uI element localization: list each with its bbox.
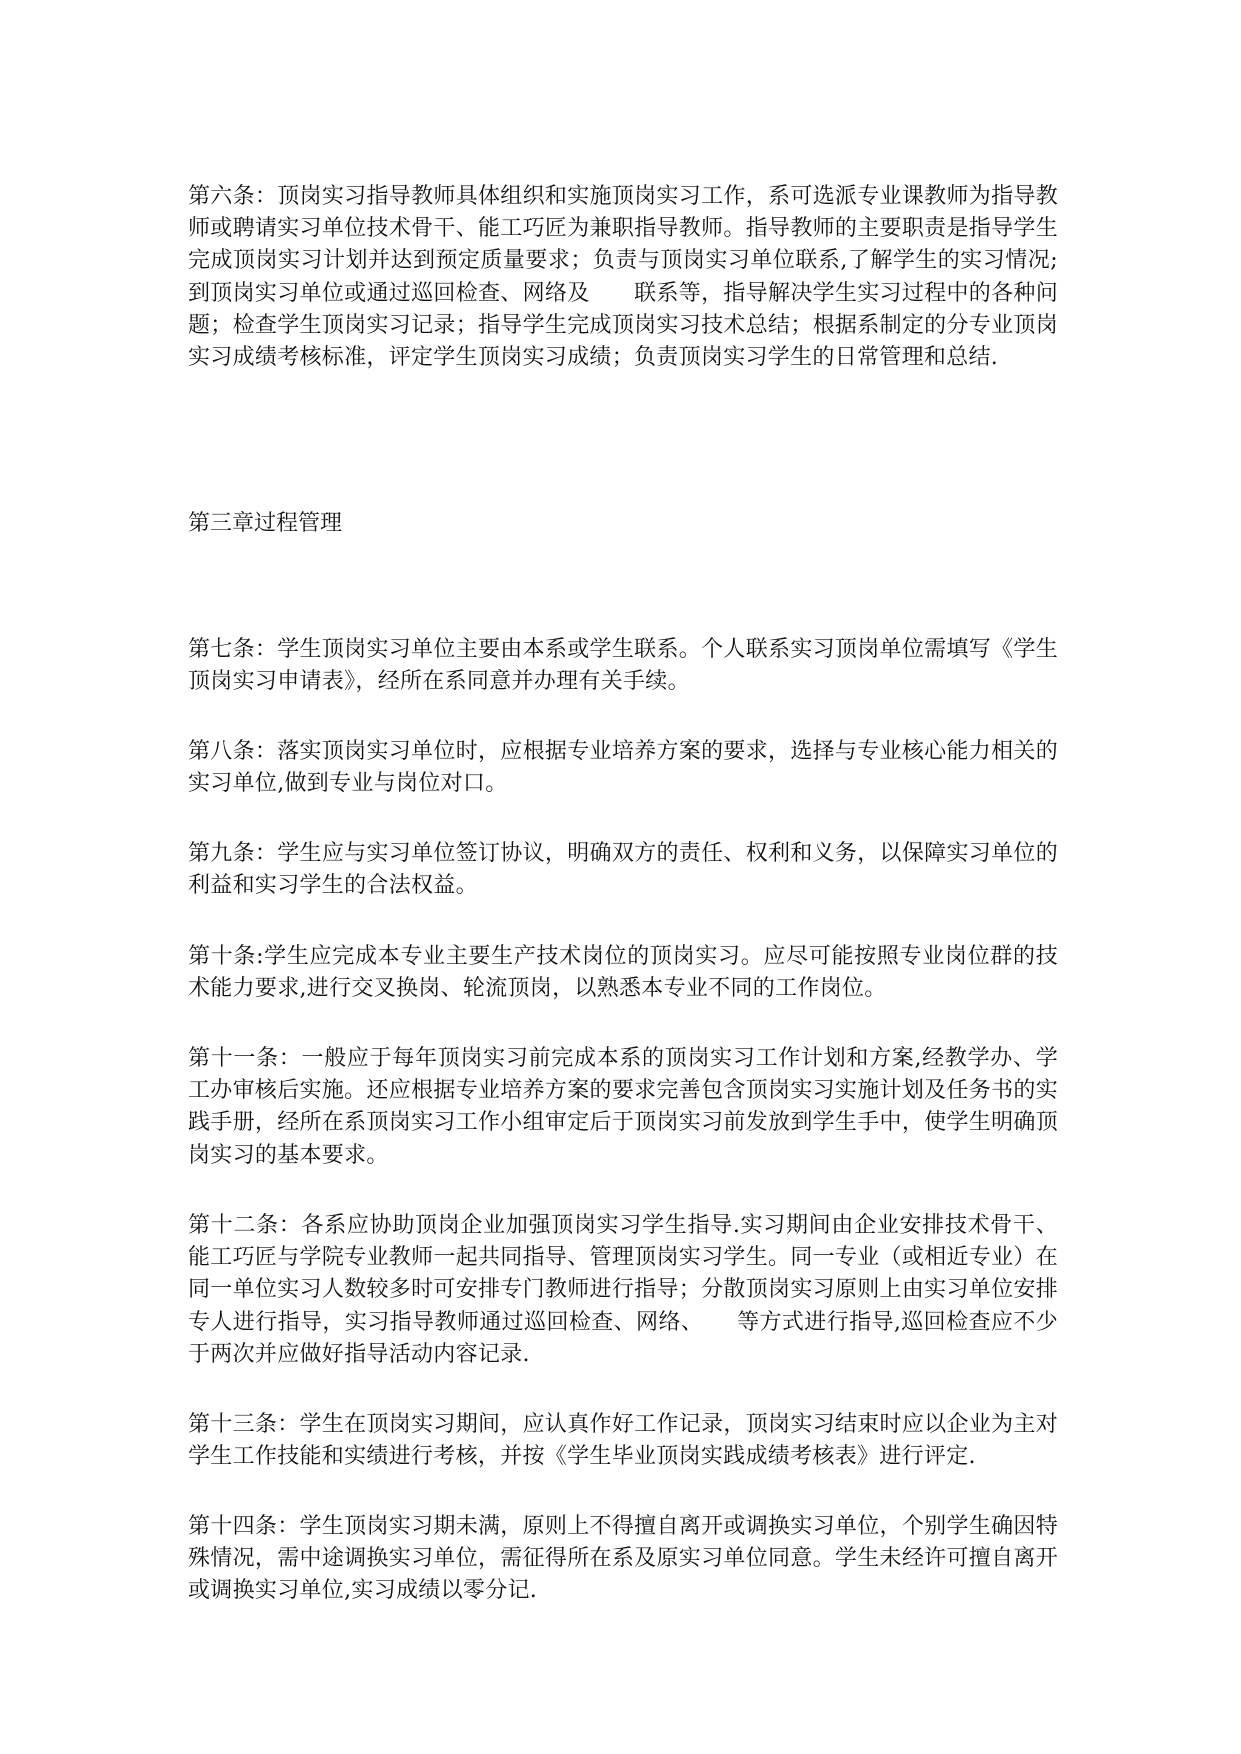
chapter-heading: 第三章过程管理	[188, 511, 343, 536]
article-6: 第六条：顶岗实习指导教师具体组织和实施顶岗实习工作，系可选派专业课教师为指导教师或聘请实习单位技术骨干、能工巧匠为兼职指导教师。指导教师的主要职责是指导学生完成顶岗实习计划并达到预定质量要求；负责与顶岗实习单位联系,了解学生的实习情况;到顶岗实习单位或通过巡回检查、网络及 联系等，指导解决学生实习过程中的各种问题；检查学生顶岗实习记录；指导学生完成顶岗实习技术总结；根据系制定的分专业顶岗实习成绩考核标准，评定学生顶岗实习成绩；负责顶岗实习学生的日常管理和总结.	[188, 184, 1058, 371]
article-7: 第七条：学生顶岗实习单位主要由本系或学生联系。个人联系实习顶岗单位需填写《学生顶岗实习申请表》，经所在系同意并办理有关手续。	[188, 637, 1058, 695]
article-9: 第九条：学生应与实习单位签订协议，明确双方的责任、权利和义务，以保障实习单位的利益和实习学生的合法权益。	[188, 841, 1058, 899]
article-13: 第十三条：学生在顶岗实习期间，应认真作好工作记录，顶岗实习结束时应以企业为主对学生工作技能和实绩进行考核，并按《学生毕业顶岗实践成绩考核表》进行评定.	[188, 1412, 1058, 1470]
article-14: 第十四条：学生顶岗实习期未满，原则上不得擅自离开或调换实习单位，个别学生确因特殊情况，需中途调换实习单位，需征得所在系及原实习单位同意。学生未经许可擅自离开或调换实习单位,实习成绩以零分记.	[188, 1514, 1058, 1604]
article-11: 第十一条：一般应于每年顶岗实习前完成本系的顶岗实习工作计划和方案,经教学办、学工办审核后实施。还应根据专业培养方案的要求完善包含顶岗实习实施计划及任务书的实践手册，经所在系顶岗实习工作小组审定后于顶岗实习前发放到学生手中，使学生明确顶岗实习的基本要求。	[188, 1046, 1058, 1168]
article-8: 第八条：落实顶岗实习单位时，应根据专业培养方案的要求，选择与专业核心能力相关的实习单位,做到专业与岗位对口。	[188, 739, 1058, 797]
article-10: 第十条:学生应完成本专业主要生产技术岗位的顶岗实习。应尽可能按照专业岗位群的技术能力要求,进行交叉换岗、轮流顶岗，以熟悉本专业不同的工作岗位。	[188, 944, 1058, 1002]
article-12: 第十二条：各系应协助顶岗企业加强顶岗实习学生指导.实习期间由企业安排技术骨干、能工巧匠与学院专业教师一起共同指导、管理顶岗实习学生。同一专业（或相近专业）在同一单位实习人数较多时可安排专门教师进行指导；分散顶岗实习原则上由实习单位安排专人进行指导，实习指导教师通过巡回检查、网络、 等方式进行指导,巡回检查应不少于两次并应做好指导活动内容记录.	[188, 1213, 1058, 1367]
